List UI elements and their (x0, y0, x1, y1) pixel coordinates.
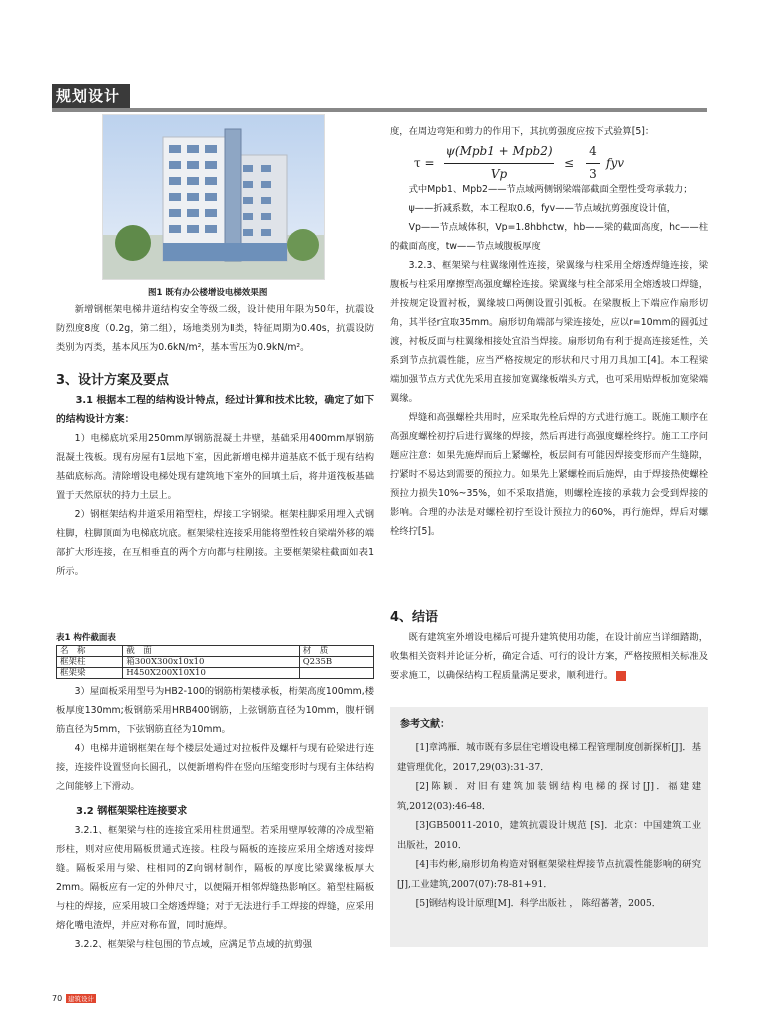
reference-item: [3]GB50011-2010，建筑抗震设计规范 [S]．北京：中国建筑工业出版社，2010． (397, 820, 701, 851)
section-3-heading: 3、设计方案及要点 (56, 373, 170, 388)
equation-lhs: τ = (414, 156, 435, 170)
table-header-cell: 材 质 (299, 646, 373, 657)
subsection-3-2-heading: 3.2 钢框架梁柱连接要求 (76, 806, 188, 817)
paragraph-3: 3）屋面板采用型号为HB2-100的钢筋桁架楼承板，桁架高度100mm,楼板厚度130mm;板钢筋采用HRB400钢筋，上弦钢筋直径为10mm，腹杆钢筋直径为5mm，下弦钢筋直径为10mm。 (56, 686, 374, 735)
reference-item: [5]钢结构设计原理[M]．科学出版社 ， 陈绍蕃著，2005． (415, 898, 662, 909)
reference-item: [1]章鸿雁．城市既有多层住宅增设电梯工程管理制度创新探析[J]．基建管理优化，2017,29(03):31-37． (397, 742, 701, 773)
reference-item: [4]韦灼彬,扇形切角构造对钢框架梁柱焊接节点抗震性能影响的研究[J],工业建筑,2007(07):78-81+91． (397, 859, 701, 890)
subsection-3-1-heading: 3.1 根据本工程的结构设计特点，经过计算和技术比较，确定了如下的结构设计方案： (56, 395, 374, 425)
table-header-row (57, 646, 374, 657)
coefficient-numerator: 4 (589, 144, 597, 158)
section-4-heading: 4、结语 (390, 610, 439, 625)
table-cell: 框架梁 (57, 668, 123, 679)
page-number: 70 (52, 994, 63, 1003)
paragraph-5: 3.2.1、框架梁与柱的连接宜采用柱贯通型。若采用壁厚较薄的冷成型箱形柱，则对应使用隔板贯通式连接。柱段与隔板的连接应采用全熔透对接焊缝。隔板采用与梁、柱相同的Z向钢材制作，隔板的厚度比梁翼缘板厚大2mm。隔板应有一定的外伸尺寸，以便隔开相邻焊缝热影响区。箱型柱隔板与柱的焊接，应采用坡口全熔透焊缝；对于无法进行手工焊接的焊缝，应采用熔化嘴电渣焊，并应对称布置，同时施焊。 (56, 825, 374, 931)
right-paragraph-2: 式中Mpb1、Mpb2——节点域两侧钢梁端部截面全塑性受弯承载力； (408, 184, 693, 195)
right-column-body (390, 180, 708, 541)
conclusion-paragraph-wrap (390, 628, 708, 685)
table-cell (299, 668, 373, 679)
paragraph-1: 1）电梯底坑采用250mm厚钢筋混凝土井壁，基础采用400mm厚钢筋混凝土筏板。现有房屋有1层地下室，因此新增电梯井道基底不低于现有结构基础底标高。清除增设电梯处现有建筑地下室外的回填土后，将井道筏板基础置于天然原状的持力土层上。 (56, 433, 374, 501)
table-cell: 框架柱 (57, 657, 123, 668)
conclusion-block (390, 608, 708, 685)
tree-right (287, 229, 319, 261)
coefficient-denominator: 3 (589, 167, 597, 181)
coefficient-bar (586, 163, 600, 164)
right-paragraph-3: ψ——折减系数，本工程取0.6，fyv——节点域抗剪强度设计值， (408, 203, 677, 214)
section-header-title: 规划设计 (56, 87, 121, 105)
paragraph-4: 4）电梯井道钢框架在每个楼层处通过对拉板件及螺杆与现有砼梁进行连接，连接件设置竖向长圆孔，以便新增构件在竖向压缩变形时与现有主体结构之间能够上下滑动。 (56, 743, 374, 792)
references-list (397, 738, 701, 914)
building-figure (102, 114, 325, 280)
table-caption: 表1 构件截面表 (56, 633, 116, 643)
right-paragraph-4: Vp——节点域体积，Vp=1.8hbhctw，hb——梁的截面高度，hc——柱的截面高度，tw——节点域腹板厚度 (390, 222, 708, 252)
building-illustration (103, 115, 325, 280)
member-section-table (56, 645, 374, 679)
conclusion-paragraph: 既有建筑室外增设电梯后可提升建筑使用功能，在设计前应当详细踏勘，收集相关资料并论证分析，确定合适、可行的设计方案，严格按照相关标准及要求施工，以确保结构工程质量满足要求，顺利进行。 (390, 632, 708, 681)
table-row (57, 668, 374, 679)
table-header-cell: 名 称 (57, 646, 123, 657)
equation-denominator: Vp (490, 167, 508, 181)
table-cell: Q235B (299, 657, 373, 668)
right-paragraph-5: 3.2.3、框架梁与柱翼缘刚性连接，梁翼缘与柱采用全熔透焊缝连接，梁腹板与柱采用摩擦型高强度螺栓连接。梁翼缘与柱全部采用全熔透坡口焊缝，并按规定设置衬板，翼缘坡口两侧设置引弧板。在梁腹板上下端应作扇形切角，其半径r宜取35mm。扇形切角端部与梁连接处，应以r=10mm的圆弧过渡，衬板反面与柱翼缘相接处宜沿当焊接。扇形切角有利于提高连接延性，关系到节点抗震性能，应当严格按规定的形状和尺寸用刀具加工[4]。本工程梁端加强节点方式优先采用直接加宽翼缘板端头方式，也可采用贴焊板加宽梁端翼缘。 (390, 260, 708, 404)
table-row (57, 657, 374, 668)
tree-left (115, 225, 151, 261)
equation-relation: ≤ (564, 156, 575, 170)
fraction-bar (444, 163, 554, 164)
intro-paragraph: 新增钢框架电梯井道结构安全等级二级，设计使用年限为50年，抗震设防烈度8度（0.2g，第二组），场地类别为Ⅱ类，特征周期为0.40s，抗震设防类别为丙类，基本风压为0.6kN/m²，基本雪压为0.9kN/m²。 (56, 304, 374, 353)
ground-floor-glazing (163, 243, 287, 261)
left-column-bottom (56, 682, 374, 954)
right-paragraph-6: 焊缝和高强螺栓共用时，应采取先栓后焊的方式进行施工。既施工顺序在高强度螺栓初拧后进行翼缘的焊接，然后再进行高强度螺栓终拧。施工工序问题应注意：如果先施焊而后上紧螺栓，板层间有可能因焊接变形而产生缝隙，拧紧时不易达到需要的预拉力。如果先上紧螺栓而后施焊，由于焊接热使螺栓预拉力损失10%~35%，如不采取措施，则螺栓连接的承载力会受到焊接的影响。合理的办法是对螺栓初拧至设计预拉力的60%，再行施焊，焊后对螺栓终拧[5]。 (390, 412, 708, 537)
magazine-badge: 建筑设计 (68, 995, 94, 1003)
equation-rhs: fyv (606, 156, 624, 170)
end-mark-icon: C (616, 671, 626, 681)
equation-numerator: ψ(Mpb1 + Mpb2) (445, 144, 553, 158)
paragraph-6: 3.2.2、框架梁与柱包围的节点域，应满足节点域的抗剪强 (74, 939, 313, 950)
reference-item: [2]陈颖．对旧有建筑加装钢结构电梯的探讨[J]．福建建筑,2012(03):46-48． (397, 781, 701, 812)
right-paragraph-1: 度，在周边弯矩和剪力的作用下，其抗剪强度应按下式验算[5]： (390, 126, 655, 137)
table-header-cell: 截 面 (123, 646, 300, 657)
figure-caption: 图1 既有办公楼增设电梯效果图 (148, 288, 268, 298)
table-cell: 箱300X300x10x10 (123, 657, 300, 668)
table-cell: H450X200X10X10 (123, 668, 300, 679)
left-column-top (56, 300, 374, 581)
header-rule (52, 108, 707, 112)
right-column-top (390, 122, 708, 141)
references-title: 参考文献： (400, 719, 450, 730)
paragraph-2: 2）钢框架结构井道采用箱型柱，焊接工字钢梁。框架柱脚采用埋入式钢柱脚，柱脚顶面为电梯底坑底。框架梁柱连接采用能将塑性较自梁端外移的端部扩大形连接，在互相垂直的两个方向都与柱刚接。主要框架梁柱截面如表1所示。 (56, 509, 374, 577)
elevator-shaft (225, 129, 241, 261)
